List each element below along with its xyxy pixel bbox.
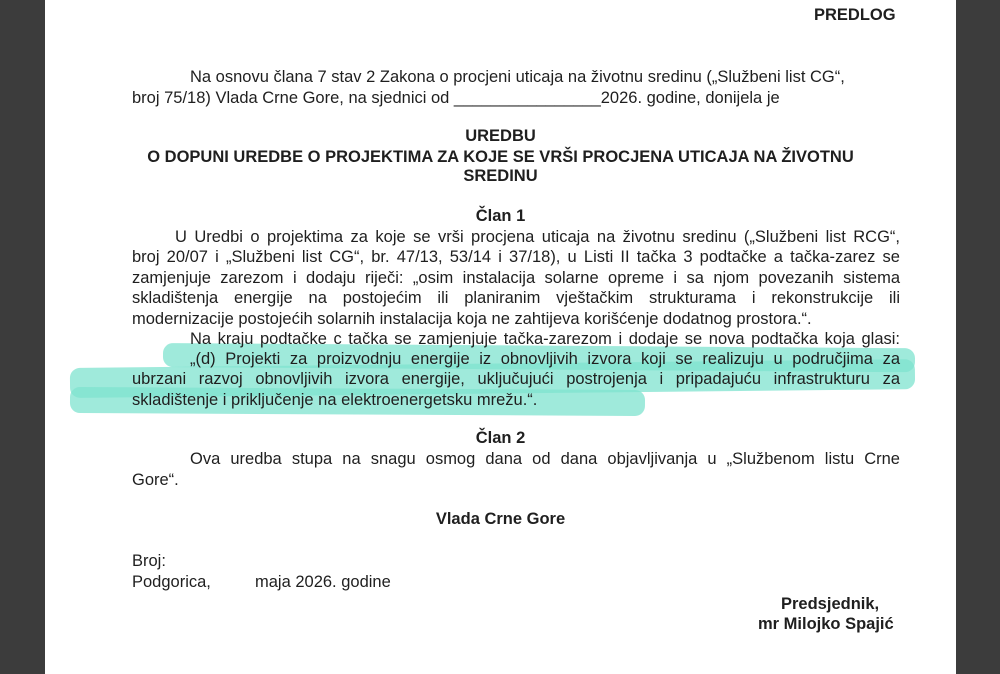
article-1-line-3: zamjenjuje zarezom i dodaju riječi: „osim instalacija solarne opreme i sa njom povezanih sistema: [132, 269, 900, 287]
signature-name: mr Milojko Spajić: [758, 615, 894, 633]
footer-place: Podgorica,: [132, 573, 211, 591]
article-1-heading: Član 1: [475, 207, 526, 225]
article-1-line-9: skladištenje i priključenje na elektroenergetsku mrežu.“.: [132, 391, 538, 409]
preamble-line-2: broj 75/18) Vlada Crne Gore, na sjednici od ________________2026. godine, donijela je: [132, 89, 780, 107]
footer-date: maja 2026. godine: [255, 573, 391, 591]
article-1-line-7: „(d) Projekti za proizvodnju energije iz obnovljivih izvora koji se realizuju u područjima za: [190, 350, 900, 368]
article-1-line-8: ubrzani razvoj obnovljivih izvora energije, uključujući postrojenja i pripadajuću infrastrukturu za: [132, 370, 900, 388]
government-name: Vlada Crne Gore: [435, 510, 566, 528]
signature-role: Predsjednik,: [781, 595, 880, 613]
article-2-line-1: Ova uredba stupa na snagu osmog dana od dana objavljivanja u „Službenom listu Crne: [190, 450, 900, 468]
title-line-1: UREDBU: [465, 127, 536, 145]
header-label: PREDLOG: [814, 6, 896, 24]
article-1-line-2: broj 20/07 i „Službeni list CG“, br. 47/13, 53/14 i 37/18), u Listi II tačka 3 podtačke a tačka-zarez se: [132, 248, 900, 266]
article-1-line-1: U Uredbi o projektima za koje se vrši procjena uticaja na životnu sredinu („Službeni list RCG“,: [175, 228, 900, 246]
title-line-2: O DOPUNI UREDBE O PROJEKTIMA ZA KOJE SE VRŠI PROCJENA UTICAJA NA ŽIVOTNU: [147, 148, 854, 166]
article-1-line-4: skladištenja energije na postojećim ili planiranim vještačkim strukturama i rekonstrukcije ili: [132, 289, 900, 307]
footer-broj: Broj:: [132, 552, 166, 570]
document-page: [45, 0, 956, 674]
article-2-line-2: Gore“.: [132, 471, 179, 489]
article-2-heading: Član 2: [475, 429, 526, 447]
title-line-3: SREDINU: [463, 167, 538, 185]
preamble-line-1: Na osnovu člana 7 stav 2 Zakona o procjeni uticaja na životnu sredinu („Službeni list CG“,: [190, 68, 845, 86]
article-1-line-6: Na kraju podtačke c tačka se zamjenjuje tačka-zarezom i dodaje se nova podtačka koja glasi:: [190, 330, 900, 348]
article-1-line-5: modernizacije postojećih solarnih instalacija koja ne zahtijeva korišćenje dodatnog prostora.“.: [132, 310, 812, 328]
